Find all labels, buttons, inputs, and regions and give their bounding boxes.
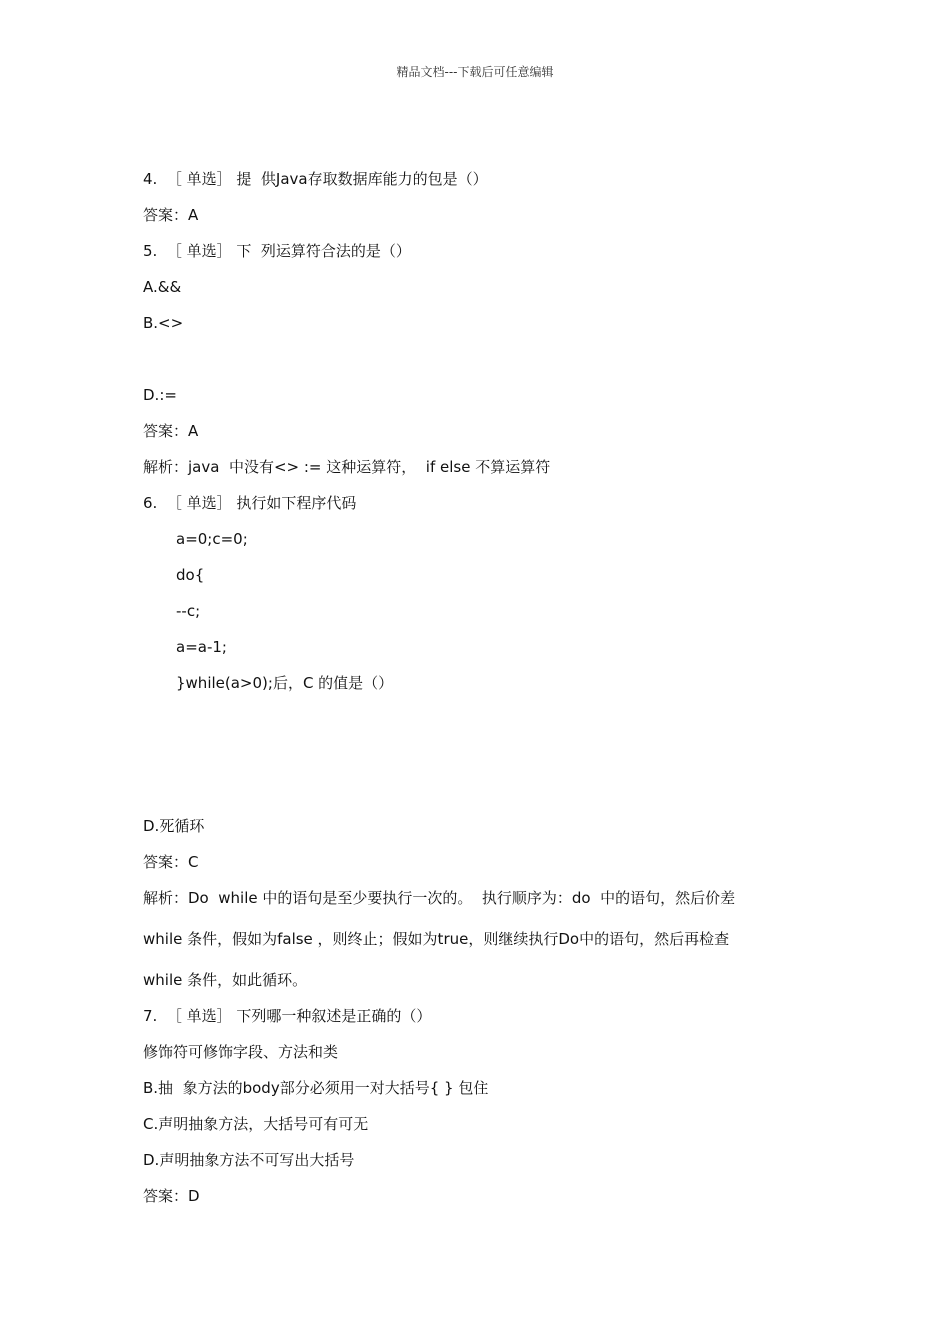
answer-7: 答案：D bbox=[143, 1187, 200, 1205]
option-7c: C.声明抽象方法，大括号可有可无 bbox=[143, 1115, 369, 1133]
option-5b: B.<> bbox=[143, 314, 184, 332]
code-line-5: }while(a>0);后，C 的值是（） bbox=[176, 674, 394, 692]
analysis-6-line-2: while 条件，假如为false ，则终止；假如为true，则继续执行Do中的语句，然后再检查 bbox=[143, 930, 730, 948]
question-4: 4. ［ 单选］ 提 供Java存取数据库能力的包是（） bbox=[143, 170, 488, 188]
option-5d: D.:= bbox=[143, 386, 177, 404]
code-line-2: do{ bbox=[176, 566, 205, 584]
analysis-6-line-3: while 条件，如此循环。 bbox=[143, 971, 308, 989]
answer-4: 答案：A bbox=[143, 206, 199, 224]
option-5a: A.&& bbox=[143, 278, 182, 296]
page-header: 精品文档---下载后可任意编辑 bbox=[396, 65, 554, 79]
option-7a: 修饰符可修饰字段、方法和类 bbox=[143, 1043, 339, 1061]
analysis-6-line-1: 解析：Do while 中的语句是至少要执行一次的。 执行顺序为：do 中的语句，然后价差 bbox=[143, 889, 736, 907]
code-line-4: a=a-1; bbox=[176, 638, 227, 656]
answer-5: 答案：A bbox=[143, 422, 199, 440]
analysis-5: 解析：java 中没有<> := 这种运算符， if else 不算运算符 bbox=[143, 458, 551, 476]
option-7d: D.声明抽象方法不可写出大括号 bbox=[143, 1151, 355, 1169]
question-7: 7. ［ 单选］ 下列哪一种叙述是正确的（） bbox=[143, 1007, 432, 1025]
code-line-1: a=0;c=0; bbox=[176, 530, 248, 548]
option-6d: D.死循环 bbox=[143, 817, 205, 835]
question-5: 5. ［ 单选］ 下 列运算符合法的是（） bbox=[143, 242, 411, 260]
option-7b: B.抽 象方法的body部分必须用一对大括号{ } 包住 bbox=[143, 1079, 489, 1097]
code-line-3: --c; bbox=[176, 602, 201, 620]
answer-6: 答案：C bbox=[143, 853, 199, 871]
question-6: 6. ［ 单选］ 执行如下程序代码 bbox=[143, 494, 357, 512]
